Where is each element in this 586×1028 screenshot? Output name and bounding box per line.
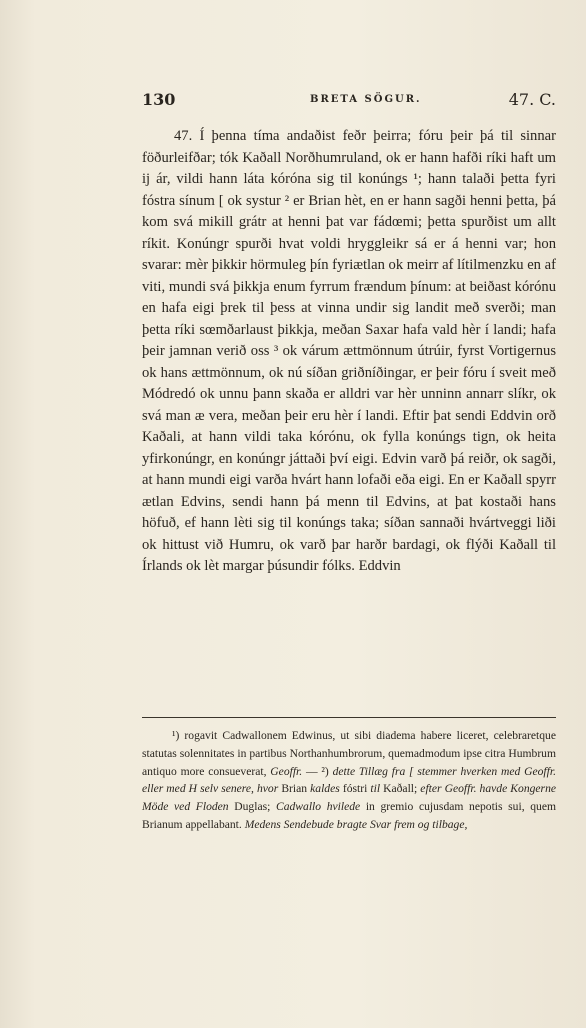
footnote-segment: ¹) rogavit Cadwallonem Edwinus, ut sibi diadema habere liceret, celebraretque statutas solennitates in partibus Northanhumbrorum, quemadmodum ipse citra Humbrum antiquo more consueverat, bbox=[142, 729, 556, 778]
footnote-block bbox=[142, 727, 556, 834]
footnote-segment: kaldes bbox=[310, 782, 343, 796]
footnote-divider bbox=[142, 717, 556, 718]
footnote-segment: efter Geoffr. havde Kongerne Möde ved Floden bbox=[142, 782, 557, 814]
footnote-segment: Geoffr. bbox=[270, 764, 303, 778]
footnote-segment: Cadwallo hvilede bbox=[275, 800, 366, 814]
footnote-segment: in gremio cujusdam nepotis sui, quem Brianum appellabant. bbox=[142, 800, 556, 831]
main-text bbox=[142, 126, 556, 578]
footnote-segment: — ²) bbox=[302, 764, 333, 778]
footnote-segment: dette Tillæg fra [ stemmer hverken med Geoffr. eller med H selv senere, hvor bbox=[142, 764, 556, 796]
footnote-segment: Brian bbox=[281, 782, 311, 796]
footnote-segment: Medens Sendebude bragte Svar frem og tilbage, bbox=[244, 817, 468, 831]
running-title: BRETA SÖGUR. bbox=[310, 94, 422, 105]
footnotes bbox=[142, 727, 556, 834]
page-number: 130 bbox=[142, 90, 176, 109]
footnote-segment: Duglas; bbox=[234, 800, 276, 814]
footnote-segment: fóstri bbox=[342, 782, 371, 796]
page-header bbox=[142, 90, 556, 112]
footnote-segment: til bbox=[370, 782, 384, 796]
paragraph-body: Í þenna tíma andaðist feðr þeirra; fóru þeir þá til sinnar föðurleifðar; tók Kaðall Norðhumruland, ok er hann hafði ríki haft um ij ár, vildi hann láta kóróna sig til konúngs ¹; hann talaði þetta fyri fóstra sínum [ ok systur ² er Brian hèt, en er hann sagði henni þetta, þá kom svá mikill grátr at henni þat var fádœmi; þetta spurðist um allt ríkit. Konúngr spurði hvat voldi hryggleikr sá er á henni var; hon svarar: mèr þikkir hörmuleg þín fyriætlan ok meirr af lítilmenzku en af viti, mundi svá þikkja enum fyrrum frændum þínum: at beiðast kórónu en hafa eigi þrek til þess at vinna undir sig landit með sverði; man þetta ríki sœmðarlaust þikkja, meðan Saxar hafa vald hèr í landi; hafa þeir jamnan verið oss ³ ok várum ættmönnum útrúir, fyrst Vortigernus ok hans ættmönnum, ok nú síðan griðníðingar, er þeir fóru í sveit með Módredó ok unnu þann skaða er alldri var hèr unninn annarr slíkr, ok svá man æ vera, meðan þeir eru hèr í landi. Eftir þat sendi Eddvin orð Kaðali, at hann vildi taka kórónu, ok fylla konúngs tign, ok heita yfirkonúngr, en konúngr játtaði því eigi. Edvin varð þá reiðr, ok sagði, at hann mundi eigi varða hvárt hann lofaði eða eigi. En er Kaðall spyrr ætlan Edvins, sendi hann þá menn til Edvins, at þat kostaði hans höfuð, ef hann lèti sig til konúngs taka; síðan sannaði hvártveggi liði ok hittust við Humru, ok varð þar harðr bardagi, ok flýði Kaðall til Írlands ok lèt margar þúsundir fólks. Eddvin bbox=[142, 128, 556, 574]
footnote-segment: Kaðall; bbox=[383, 782, 421, 796]
paragraph-47 bbox=[142, 126, 556, 578]
section-number: 47. C. bbox=[508, 90, 556, 109]
paragraph-number: 47. bbox=[174, 128, 193, 144]
